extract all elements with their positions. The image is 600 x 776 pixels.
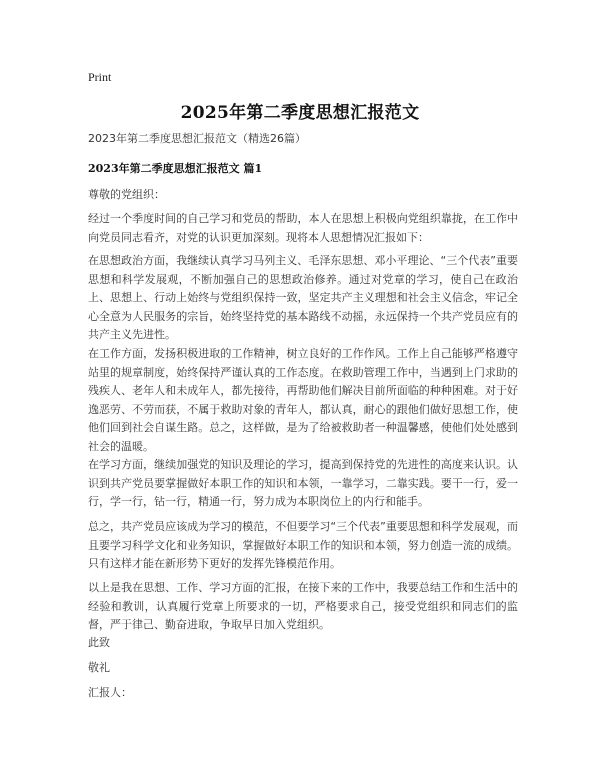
document-subtitle: 2023年第二季度思想汇报范文（精选26篇）: [88, 132, 306, 145]
closing-jingli: 敬礼: [88, 661, 110, 674]
paragraph-work: 在工作方面，发扬积极进取的工作精神，树立良好的工作作风。工作上自己能够严格遵守站里的规章制度，始终保持严谨认真的工作态度。在救助管理工作中，当遇到上门求助的残疾人、老年人和未成年人，都先接待，再帮助他们解决目前所面临的种种困难。对于好逸恶劳、不劳而获，不属于救助对象的青年人，都认真，耐心的跟他们做好思想工作，使他们回到社会自谋生路。总之，这样做，是为了给被救助者一种温馨感，使他们处处感到社会的温暖。: [88, 347, 518, 453]
closing-reporter: 汇报人：: [88, 686, 132, 699]
print-link[interactable]: Print: [88, 70, 112, 84]
document-title: 2025年第二季度思想汇报范文: [180, 103, 420, 123]
section-heading: 2023年第二季度思想汇报范文 篇1: [88, 162, 263, 175]
greeting: 尊敬的党组织：: [88, 188, 165, 201]
paragraph-summary: 总之，共产党员应该成为学习的模范，不但要学习“三个代表”重要思想和科学发展观，而且要学习科学文化和业务知识，掌握做好本职工作的知识和本领，努力创造一流的成绩。只有这样才能在新形势下更好的发挥先锋模范作用。: [88, 520, 518, 571]
paragraph-political: 在思想政治方面，我继续认真学习马列主义、毛泽东思想、邓小平理论、“三个代表”重要思想和科学发展观，不断加强自己的思想政治修养。通过对党章的学习，使自己在政治上、思想上、行动上始终与党组织保持一致，坚定共产主义理想和社会主义信念，牢记全心全意为人民服务的宗旨，始终坚持党的基本路线不动摇，永远保持一个共产党员应有的共产主义先进性。: [88, 254, 518, 342]
closing-cizhi: 此致: [88, 636, 110, 649]
paragraph-conclusion: 以上是我在思想、工作、学习方面的汇报，在接下来的工作中，我要总结工作和生活中的经验和教训，认真履行党章上所要求的一切，严格要求自己，接受党组织和同志们的监督，严于律己、勤奋进取，争取早日加入党组织。: [88, 581, 518, 632]
paragraph-intro: 经过一个季度时间的自己学习和党员的帮助，本人在思想上积极向党组织靠拢，在工作中向党员同志看齐，对党的认识更加深刻。现将本人思想情况汇报如下：: [88, 212, 518, 244]
paragraph-study: 在学习方面，继续加强党的知识及理论的学习，提高到保持党的先进性的高度来认识。认识到共产党员要掌握做好本职工作的知识和本领，一靠学习，二靠实践。要干一行，爱一行，学一行，钻一行，精通一行，努力成为本职岗位上的内行和能手。: [88, 458, 518, 509]
